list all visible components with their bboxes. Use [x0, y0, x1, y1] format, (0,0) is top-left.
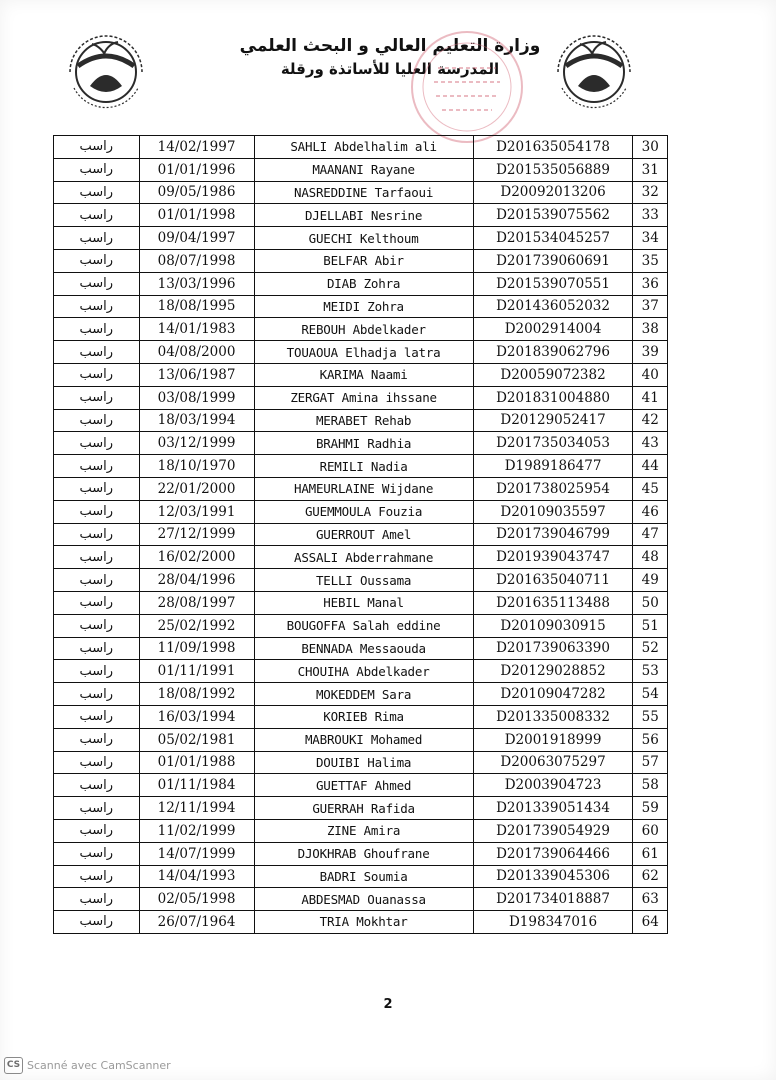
table-row — [54, 911, 668, 934]
registration-id-cell: D20109035597 — [473, 500, 633, 523]
name-cell: MERABET Rehab — [254, 409, 473, 432]
status-cell: راسب — [54, 500, 140, 523]
table-row — [54, 477, 668, 500]
table-row — [54, 295, 668, 318]
table-row — [54, 683, 668, 706]
name-cell: BADRI Soumia — [254, 865, 473, 888]
registration-id-cell: D201939043747 — [473, 546, 633, 569]
status-cell: راسب — [54, 683, 140, 706]
row-number-cell: 40 — [633, 363, 668, 386]
status-cell: راسب — [54, 318, 140, 341]
table-row — [54, 614, 668, 637]
table-row — [54, 865, 668, 888]
birthdate-cell: 01/11/1984 — [139, 774, 254, 797]
name-cell: GUERROUT Amel — [254, 523, 473, 546]
row-number-cell: 64 — [633, 911, 668, 934]
name-cell: HAMEURLAINE Wijdane — [254, 477, 473, 500]
name-cell: DJELLABI Nesrine — [254, 204, 473, 227]
status-cell: راسب — [54, 911, 140, 934]
birthdate-cell: 16/02/2000 — [139, 546, 254, 569]
birthdate-cell: 05/02/1981 — [139, 728, 254, 751]
school-name: المدرسة العليا للأساتذة ورقلة — [280, 60, 500, 78]
registration-id-cell: D201535056889 — [473, 158, 633, 181]
row-number-cell: 30 — [633, 136, 668, 159]
table-row — [54, 797, 668, 820]
registration-id-cell: D201739060691 — [473, 249, 633, 272]
status-cell: راسب — [54, 409, 140, 432]
table-row — [54, 660, 668, 683]
row-number-cell: 57 — [633, 751, 668, 774]
registration-id-cell: D201739063390 — [473, 637, 633, 660]
row-number-cell: 49 — [633, 569, 668, 592]
status-cell: راسب — [54, 774, 140, 797]
name-cell: TELLI Oussama — [254, 569, 473, 592]
name-cell: REBOUH Abdelkader — [254, 318, 473, 341]
birthdate-cell: 01/01/1996 — [139, 158, 254, 181]
registration-id-cell: D201635054178 — [473, 136, 633, 159]
birthdate-cell: 28/08/1997 — [139, 591, 254, 614]
row-number-cell: 60 — [633, 819, 668, 842]
name-cell: ASSALI Abderrahmane — [254, 546, 473, 569]
row-number-cell: 41 — [633, 386, 668, 409]
name-cell: BELFAR Abir — [254, 249, 473, 272]
table-row — [54, 637, 668, 660]
row-number-cell: 39 — [633, 341, 668, 364]
registration-id-cell: D201734018887 — [473, 888, 633, 911]
school-logo-right — [548, 26, 640, 118]
document-header — [0, 0, 776, 135]
birthdate-cell: 09/04/1997 — [139, 227, 254, 250]
birthdate-cell: 27/12/1999 — [139, 523, 254, 546]
registration-id-cell: D20129052417 — [473, 409, 633, 432]
birthdate-cell: 16/03/1994 — [139, 705, 254, 728]
row-number-cell: 32 — [633, 181, 668, 204]
name-cell: MOKEDDEM Sara — [254, 683, 473, 706]
name-cell: MABROUKI Mohamed — [254, 728, 473, 751]
name-cell: SAHLI Abdelhalim ali — [254, 136, 473, 159]
name-cell: BRAHMI Radhia — [254, 432, 473, 455]
name-cell: TRIA Mokhtar — [254, 911, 473, 934]
name-cell: ABDESMAD Ouanassa — [254, 888, 473, 911]
ministry-title: وزارة التعليم العالي و البحث العلمي — [239, 36, 541, 56]
camscanner-watermark — [4, 1057, 171, 1074]
watermark-text: Scanné avec CamScanner — [27, 1059, 171, 1072]
birthdate-cell: 08/07/1998 — [139, 249, 254, 272]
status-cell: راسب — [54, 637, 140, 660]
row-number-cell: 37 — [633, 295, 668, 318]
name-cell: DOUIBI Halima — [254, 751, 473, 774]
table-row — [54, 523, 668, 546]
row-number-cell: 56 — [633, 728, 668, 751]
row-number-cell: 53 — [633, 660, 668, 683]
birthdate-cell: 01/11/1991 — [139, 660, 254, 683]
name-cell: ZERGAT Amina ihssane — [254, 386, 473, 409]
row-number-cell: 62 — [633, 865, 668, 888]
table-row — [54, 386, 668, 409]
table-row — [54, 158, 668, 181]
registration-id-cell: D2002914004 — [473, 318, 633, 341]
status-cell: راسب — [54, 249, 140, 272]
birthdate-cell: 02/05/1998 — [139, 888, 254, 911]
table-row — [54, 569, 668, 592]
name-cell: MAANANI Rayane — [254, 158, 473, 181]
status-cell: راسب — [54, 842, 140, 865]
birthdate-cell: 01/01/1988 — [139, 751, 254, 774]
birthdate-cell: 28/04/1996 — [139, 569, 254, 592]
birthdate-cell: 22/01/2000 — [139, 477, 254, 500]
table-row — [54, 227, 668, 250]
registration-id-cell: D2003904723 — [473, 774, 633, 797]
row-number-cell: 47 — [633, 523, 668, 546]
name-cell: HEBIL Manal — [254, 591, 473, 614]
registration-id-cell: D201739054929 — [473, 819, 633, 842]
table-row — [54, 318, 668, 341]
table-row — [54, 751, 668, 774]
registration-id-cell: D20059072382 — [473, 363, 633, 386]
registration-id-cell: D201339045306 — [473, 865, 633, 888]
row-number-cell: 44 — [633, 455, 668, 478]
birthdate-cell: 13/06/1987 — [139, 363, 254, 386]
registration-id-cell: D20092013206 — [473, 181, 633, 204]
name-cell: NASREDDINE Tarfaoui — [254, 181, 473, 204]
table-row — [54, 272, 668, 295]
status-cell: راسب — [54, 432, 140, 455]
status-cell: راسب — [54, 341, 140, 364]
row-number-cell: 42 — [633, 409, 668, 432]
name-cell: BENNADA Messaouda — [254, 637, 473, 660]
name-cell: CHOUIHA Abdelkader — [254, 660, 473, 683]
row-number-cell: 58 — [633, 774, 668, 797]
status-cell: راسب — [54, 591, 140, 614]
table-row — [54, 204, 668, 227]
row-number-cell: 52 — [633, 637, 668, 660]
registration-id-cell: D2001918999 — [473, 728, 633, 751]
row-number-cell: 48 — [633, 546, 668, 569]
status-cell: راسب — [54, 295, 140, 318]
registration-id-cell: D201635040711 — [473, 569, 633, 592]
registration-id-cell: D201831004880 — [473, 386, 633, 409]
row-number-cell: 43 — [633, 432, 668, 455]
birthdate-cell: 11/09/1998 — [139, 637, 254, 660]
status-cell: راسب — [54, 751, 140, 774]
table-row — [54, 181, 668, 204]
page-number: 2 — [383, 997, 393, 1012]
name-cell: MEIDI Zohra — [254, 295, 473, 318]
status-cell: راسب — [54, 181, 140, 204]
table-row — [54, 705, 668, 728]
name-cell: GUERRAH Rafida — [254, 797, 473, 820]
row-number-cell: 63 — [633, 888, 668, 911]
registration-id-cell: D20109030915 — [473, 614, 633, 637]
birthdate-cell: 11/02/1999 — [139, 819, 254, 842]
registration-id-cell: D1989186477 — [473, 455, 633, 478]
table-row — [54, 819, 668, 842]
table-row — [54, 591, 668, 614]
status-cell: راسب — [54, 455, 140, 478]
status-cell: راسب — [54, 819, 140, 842]
status-cell: راسب — [54, 569, 140, 592]
registration-id-cell: D201339051434 — [473, 797, 633, 820]
table-row — [54, 888, 668, 911]
camscanner-icon: CS — [4, 1057, 23, 1074]
official-stamp — [408, 28, 526, 146]
table-row — [54, 455, 668, 478]
status-cell: راسب — [54, 136, 140, 159]
row-number-cell: 35 — [633, 249, 668, 272]
table-row — [54, 341, 668, 364]
table-row — [54, 432, 668, 455]
status-cell: راسب — [54, 888, 140, 911]
birthdate-cell: 13/03/1996 — [139, 272, 254, 295]
name-cell: KARIMA Naami — [254, 363, 473, 386]
name-cell: ZINE Amira — [254, 819, 473, 842]
registration-id-cell: D201739064466 — [473, 842, 633, 865]
row-number-cell: 46 — [633, 500, 668, 523]
name-cell: REMILI Nadia — [254, 455, 473, 478]
birthdate-cell: 14/04/1993 — [139, 865, 254, 888]
registration-id-cell: D201735034053 — [473, 432, 633, 455]
registration-id-cell: D20063075297 — [473, 751, 633, 774]
row-number-cell: 61 — [633, 842, 668, 865]
birthdate-cell: 14/02/1997 — [139, 136, 254, 159]
row-number-cell: 34 — [633, 227, 668, 250]
status-cell: راسب — [54, 272, 140, 295]
status-cell: راسب — [54, 728, 140, 751]
registration-id-cell: D201539070551 — [473, 272, 633, 295]
registration-id-cell: D201739046799 — [473, 523, 633, 546]
name-cell: GUEMMOULA Fouzia — [254, 500, 473, 523]
status-cell: راسب — [54, 158, 140, 181]
table-row — [54, 500, 668, 523]
birthdate-cell: 04/08/2000 — [139, 341, 254, 364]
birthdate-cell: 03/12/1999 — [139, 432, 254, 455]
status-cell: راسب — [54, 227, 140, 250]
birthdate-cell: 01/01/1998 — [139, 204, 254, 227]
row-number-cell: 31 — [633, 158, 668, 181]
table-row — [54, 136, 668, 159]
results-table — [53, 135, 668, 934]
table-row — [54, 546, 668, 569]
birthdate-cell: 26/07/1964 — [139, 911, 254, 934]
name-cell: TOUAOUA Elhadja latra — [254, 341, 473, 364]
row-number-cell: 38 — [633, 318, 668, 341]
birthdate-cell: 09/05/1986 — [139, 181, 254, 204]
birthdate-cell: 25/02/1992 — [139, 614, 254, 637]
status-cell: راسب — [54, 797, 140, 820]
status-cell: راسب — [54, 546, 140, 569]
row-number-cell: 45 — [633, 477, 668, 500]
birthdate-cell: 14/07/1999 — [139, 842, 254, 865]
registration-id-cell: D20129028852 — [473, 660, 633, 683]
table-row — [54, 774, 668, 797]
row-number-cell: 50 — [633, 591, 668, 614]
registration-id-cell: D198347016 — [473, 911, 633, 934]
name-cell: BOUGOFFA Salah eddine — [254, 614, 473, 637]
birthdate-cell: 12/03/1991 — [139, 500, 254, 523]
registration-id-cell: D201839062796 — [473, 341, 633, 364]
status-cell: راسب — [54, 660, 140, 683]
table-row — [54, 363, 668, 386]
row-number-cell: 55 — [633, 705, 668, 728]
row-number-cell: 51 — [633, 614, 668, 637]
status-cell: راسب — [54, 386, 140, 409]
name-cell: GUECHI Kelthoum — [254, 227, 473, 250]
status-cell: راسب — [54, 363, 140, 386]
registration-id-cell: D201635113488 — [473, 591, 633, 614]
table-row — [54, 409, 668, 432]
table-row — [54, 249, 668, 272]
row-number-cell: 33 — [633, 204, 668, 227]
birthdate-cell: 18/08/1992 — [139, 683, 254, 706]
birthdate-cell: 12/11/1994 — [139, 797, 254, 820]
birthdate-cell: 14/01/1983 — [139, 318, 254, 341]
birthdate-cell: 18/03/1994 — [139, 409, 254, 432]
registration-id-cell: D201738025954 — [473, 477, 633, 500]
table-row — [54, 842, 668, 865]
name-cell: DJOKHRAB Ghoufrane — [254, 842, 473, 865]
registration-id-cell: D20109047282 — [473, 683, 633, 706]
school-logo-left — [60, 26, 152, 118]
name-cell: GUETTAF Ahmed — [254, 774, 473, 797]
status-cell: راسب — [54, 204, 140, 227]
row-number-cell: 59 — [633, 797, 668, 820]
birthdate-cell: 18/10/1970 — [139, 455, 254, 478]
status-cell: راسب — [54, 477, 140, 500]
results-table-body — [54, 136, 668, 934]
table-row — [54, 728, 668, 751]
registration-id-cell: D201534045257 — [473, 227, 633, 250]
name-cell: KORIEB Rima — [254, 705, 473, 728]
status-cell: راسب — [54, 705, 140, 728]
status-cell: راسب — [54, 614, 140, 637]
row-number-cell: 36 — [633, 272, 668, 295]
registration-id-cell: D201335008332 — [473, 705, 633, 728]
birthdate-cell: 03/08/1999 — [139, 386, 254, 409]
row-number-cell: 54 — [633, 683, 668, 706]
registration-id-cell: D201436052032 — [473, 295, 633, 318]
status-cell: راسب — [54, 523, 140, 546]
birthdate-cell: 18/08/1995 — [139, 295, 254, 318]
status-cell: راسب — [54, 865, 140, 888]
name-cell: DIAB Zohra — [254, 272, 473, 295]
registration-id-cell: D201539075562 — [473, 204, 633, 227]
